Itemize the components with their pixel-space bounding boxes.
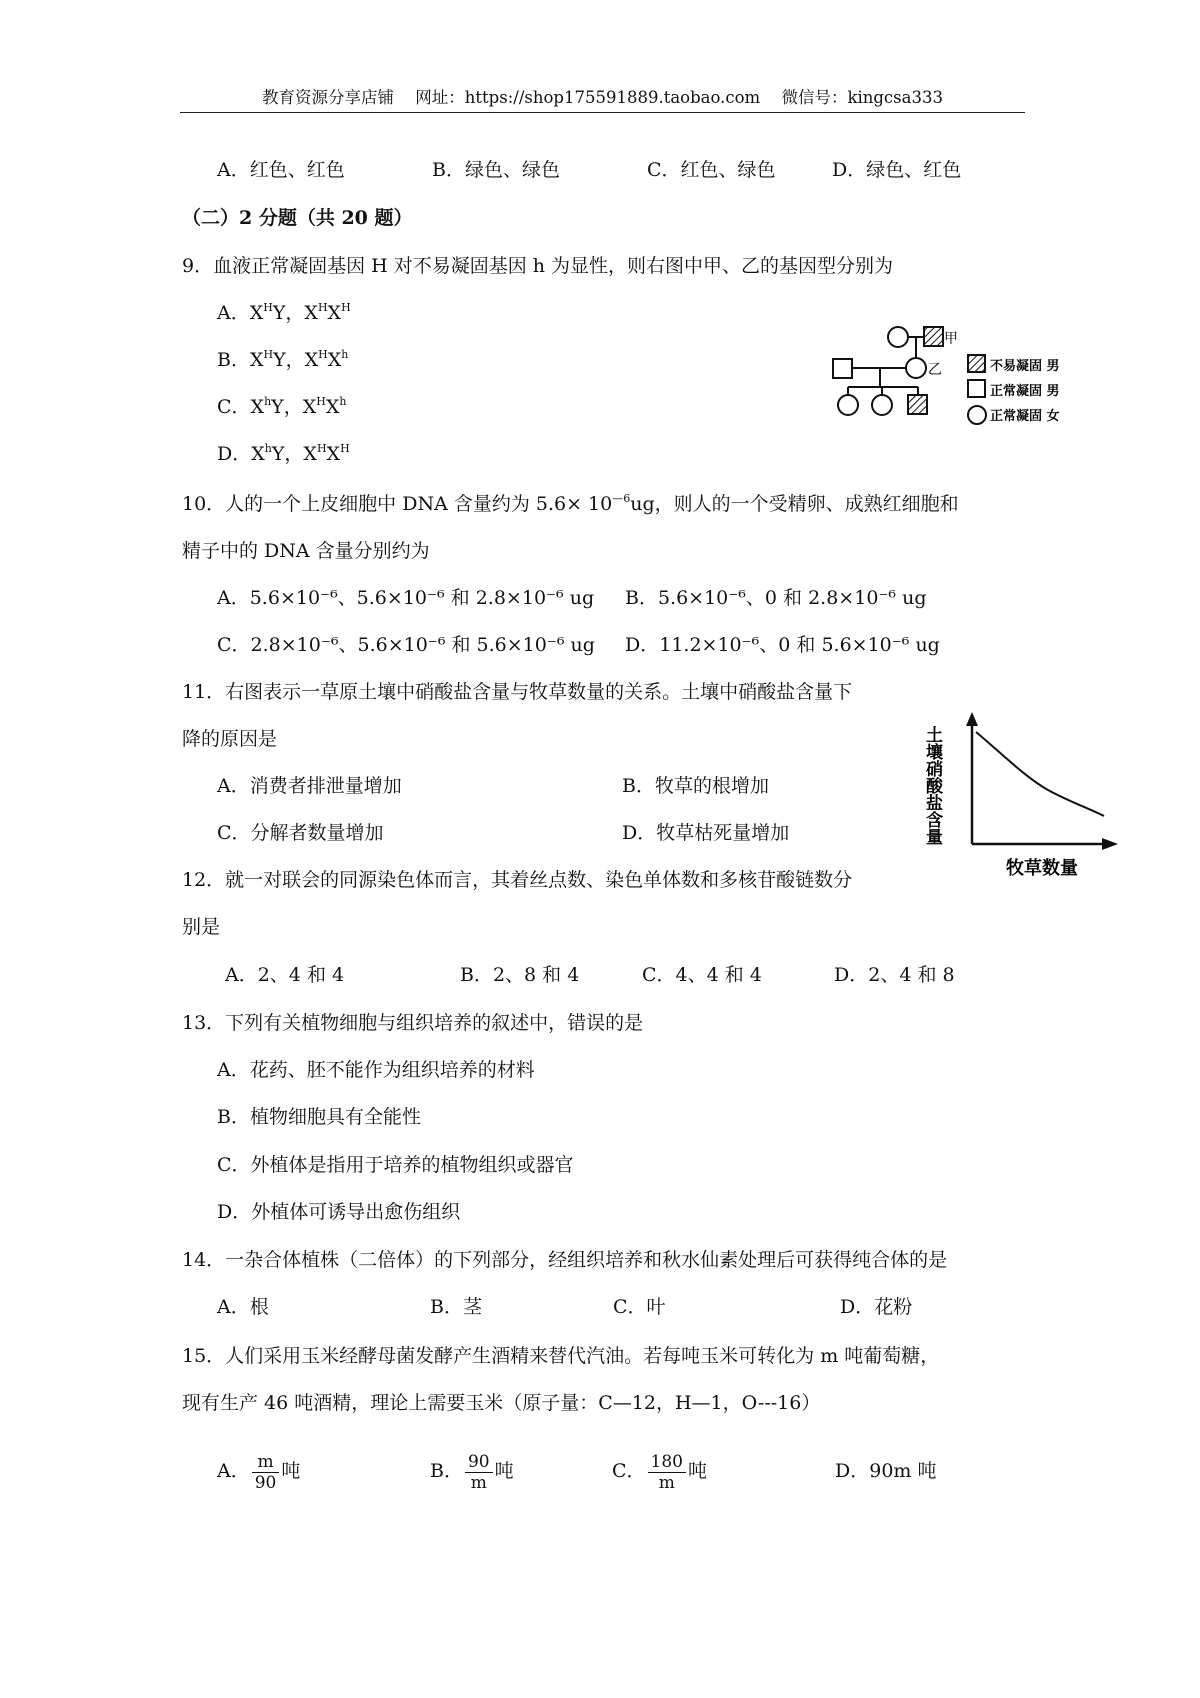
q12-stem-line2: 别是	[182, 916, 221, 938]
q12-stem: 12．就一对联会的同源染色体而言，其着丝点数、染色单体数和多核苷酸链数分	[182, 869, 853, 891]
q15-stem-line2: 现有生产 46 吨酒精，理论上需要玉米（原子量：C—12，H—1，O---16）	[182, 1392, 821, 1414]
legend-normal-female: 正常凝固 女	[990, 409, 1060, 424]
nitrate-graph	[922, 712, 1120, 882]
pedigree-grandmother	[888, 327, 908, 347]
q8-option-d: D．绿色、红色	[832, 159, 962, 181]
graph-curve	[976, 732, 1104, 816]
q11-option-b: B．牧草的根增加	[622, 775, 769, 797]
q11-option-d: D．牧草枯死量增加	[622, 822, 790, 844]
page-header	[180, 86, 1025, 113]
q10-option-c: C．2.8×10⁻⁶、5.6×10⁻⁶ 和 5.6×10⁻⁶ ug	[217, 634, 595, 656]
q9-option-d: D．$X^hY$，$X^HX^H$	[217, 442, 350, 465]
q10-option-d: D．11.2×10⁻⁶、0 和 5.6×10⁻⁶ ug	[625, 634, 940, 656]
pedigree-child-1	[838, 395, 858, 415]
q13-option-d: D．外植体可诱导出愈伤组织	[217, 1201, 461, 1223]
q8-option-a: A．红色、红色	[217, 159, 345, 181]
q14-option-b: B．茎	[430, 1296, 482, 1318]
q15-stem: 15．人们采用玉米经酵母菌发酵产生酒精来替代汽油。若每吨玉米可转化为 m 吨葡萄糖，	[182, 1345, 940, 1367]
pedigree-jia-male	[924, 327, 943, 346]
legend-normal-male: 正常凝固 男	[990, 384, 1060, 399]
q9-stem: 9．血液正常凝固基因 H 对不易凝固基因 h 为显性，则右图中甲、乙的基因型分别为	[182, 255, 894, 277]
q9-option-b: B．$X^HY$，$X^HX^h$	[217, 348, 349, 371]
pedigree-child-3	[908, 395, 927, 414]
graph-x-label: 牧草数量	[1006, 858, 1078, 879]
q13-stem: 13．下列有关植物细胞与组织培养的叙述中，错误的是	[182, 1012, 644, 1034]
graph-y-label: 土壤硝酸盐含量	[922, 726, 942, 845]
pedigree-figure	[830, 325, 1095, 435]
q13-option-b: B．植物细胞具有全能性	[217, 1106, 421, 1128]
legend-normal-male-icon	[968, 380, 985, 397]
legend-affected-male: 不易凝固 男	[990, 359, 1060, 374]
section-heading: （二）2 分题（共 20 题）	[182, 207, 413, 229]
q10-stem: 10．人的一个上皮细胞中 DNA 含量约为 $5.6\times 10^{—6}ug$，则人的一个受精卵、成熟红细胞和	[182, 492, 959, 515]
pedigree-father	[833, 359, 852, 378]
q12-option-c: C．4、4 和 4	[642, 964, 762, 986]
q10-stem-line2: 精子中的 DNA 含量分别约为	[182, 540, 430, 562]
q11-option-c: C．分解者数量增加	[217, 822, 384, 844]
q14-option-c: C．叶	[613, 1296, 666, 1318]
q12-option-b: B．2、8 和 4	[460, 964, 580, 986]
q15-option-c: C． $\frac{180}{m}$ 吨	[612, 1451, 708, 1493]
pedigree-yi-female	[906, 358, 926, 378]
q14-stem: 14．一杂合体植株（二倍体）的下列部分，经组织培养和秋水仙素处理后可获得纯合体的是	[182, 1249, 948, 1271]
q10-option-a: A．5.6×10⁻⁶、5.6×10⁻⁶ 和 2.8×10⁻⁶ ug	[217, 587, 595, 609]
q10-option-b: B．5.6×10⁻⁶、0 和 2.8×10⁻⁶ ug	[625, 587, 927, 609]
legend-normal-female-icon	[968, 406, 986, 424]
pedigree-label-jia: 甲	[944, 331, 958, 347]
header-site: 网址：https://shop175591889.taobao.com	[415, 88, 761, 107]
pedigree-label-yi: 乙	[928, 362, 942, 378]
q12-option-a: A．2、4 和 4	[225, 964, 345, 986]
q13-option-a: A．花药、胚不能作为组织培养的材料	[217, 1059, 535, 1081]
header-wechat: 微信号：kingcsa333	[781, 88, 943, 107]
q11-option-a: A．消费者排泄量增加	[217, 775, 402, 797]
q11-stem-line2: 降的原因是	[182, 728, 278, 750]
q15-option-d: D．90m 吨	[835, 1460, 937, 1482]
q12-option-d: D．2、4 和 8	[834, 964, 955, 986]
q13-option-c: C．外植体是指用于培养的植物组织或器官	[217, 1154, 574, 1176]
q9-option-a: A．$X^HY$，$X^HX^H$	[217, 301, 351, 324]
q9-option-c: C．$X^hY$，$X^HX^h$	[217, 395, 347, 418]
q14-option-d: D．花粉	[840, 1296, 913, 1318]
header-shop: 教育资源分享店铺	[262, 88, 395, 107]
q15-option-a: A． $\frac{m}{90}$ 吨	[217, 1451, 301, 1493]
legend-affected-male-icon	[968, 355, 985, 372]
q15-option-b: B． $\frac{90}{m}$ 吨	[430, 1451, 514, 1493]
q11-stem: 11．右图表示一草原土壤中硝酸盐含量与牧草数量的关系。土壤中硝酸盐含量下	[182, 681, 853, 703]
q8-option-b: B．绿色、绿色	[432, 159, 560, 181]
pedigree-child-2	[872, 395, 892, 415]
q8-option-c: C．红色、绿色	[647, 159, 776, 181]
q14-option-a: A．根	[217, 1296, 269, 1318]
